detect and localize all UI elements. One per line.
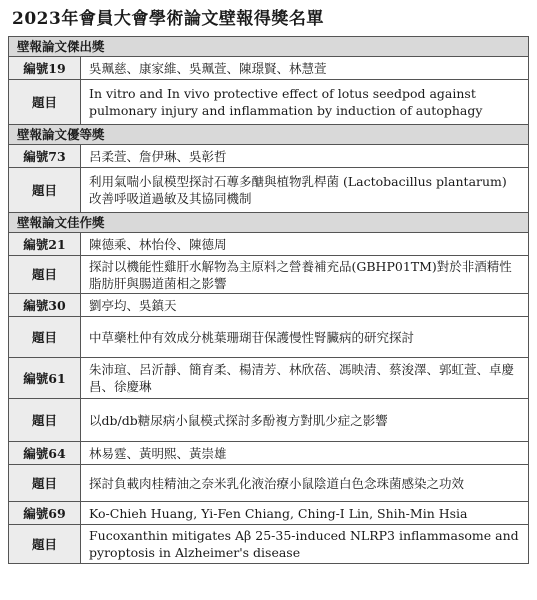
- entry-authors: 劉亭均、吳鎮天: [81, 294, 529, 317]
- section-title: 壁報論文佳作獎: [9, 213, 529, 233]
- entry-title: 中草藥杜仲有效成分桃葉珊瑚苷保護慢性腎臟病的研究探討: [81, 317, 529, 358]
- entry-number: 編號64: [9, 442, 81, 465]
- entry-title-row: [9, 465, 529, 502]
- section-title: 壁報論文傑出獎: [9, 37, 529, 57]
- section-row-excellent: [9, 125, 529, 145]
- topic-label: 題目: [9, 465, 81, 502]
- topic-label: 題目: [9, 256, 81, 294]
- entry-title-row: [9, 317, 529, 358]
- entry-number: 編號21: [9, 233, 81, 256]
- entry-authors: Ko-Chieh Huang, Yi-Fen Chiang, Ching-I Lin, Shih-Min Hsia: [81, 502, 529, 525]
- section-row-outstanding: [9, 37, 529, 57]
- entry-title-row: [9, 168, 529, 213]
- entry-authors: 呂柔萱、詹伊琳、吳彰哲: [81, 145, 529, 168]
- topic-label: 題目: [9, 80, 81, 125]
- entry-number: 編號30: [9, 294, 81, 317]
- entry-author-row: [9, 145, 529, 168]
- entry-number: 編號19: [9, 57, 81, 80]
- entry-number: 編號69: [9, 502, 81, 525]
- award-table: [8, 36, 529, 564]
- entry-title: 探討負載肉桂精油之奈米乳化液治療小鼠陰道白色念珠菌感染之功效: [81, 465, 529, 502]
- entry-author-row: [9, 294, 529, 317]
- topic-label: 題目: [9, 399, 81, 442]
- entry-title-row: [9, 80, 529, 125]
- entry-author-row: [9, 442, 529, 465]
- entry-author-row: [9, 233, 529, 256]
- entry-number: 編號73: [9, 145, 81, 168]
- entry-authors: 林易霆、黃明熙、黃崇雄: [81, 442, 529, 465]
- entry-title: In vitro and In vivo protective effect of lotus seedpod against pulmonary injury and inflammation by induction of autophagy: [81, 80, 529, 125]
- entry-title-row: [9, 399, 529, 442]
- entry-title: 利用氣喘小鼠模型探討石蓴多醣與植物乳桿菌 (Lactobacillus plantarum) 改善呼吸道過敏及其協同機制: [81, 168, 529, 213]
- entry-title-row: [9, 256, 529, 294]
- entry-authors: 朱沛瑄、呂沂靜、簡育柔、楊清芳、林欣蓓、馮映清、蔡浚澤、郭虹萱、卓慶昌、徐慶琳: [81, 358, 529, 399]
- entry-author-row: [9, 358, 529, 399]
- page-title: 2023年會員大會學術論文壁報得獎名單: [12, 9, 324, 29]
- entry-author-row: [9, 57, 529, 80]
- entry-number: 編號61: [9, 358, 81, 399]
- section-row-merit: [9, 213, 529, 233]
- topic-label: 題目: [9, 168, 81, 213]
- entry-authors: 吳珮慈、康家維、吳珮萱、陳璟賢、林慧萱: [81, 57, 529, 80]
- section-title: 壁報論文優等獎: [9, 125, 529, 145]
- entry-author-row: [9, 502, 529, 525]
- entry-title: 以db/db糖尿病小鼠模式探討多酚複方對肌少症之影響: [81, 399, 529, 442]
- topic-label: 題目: [9, 317, 81, 358]
- topic-label: 題目: [9, 525, 81, 564]
- entry-title: Fucoxanthin mitigates Aβ 25-35-induced NLRP3 inflammasome and pyroptosis in Alzheimer's disease: [81, 525, 529, 564]
- entry-title: 探討以機能性雞肝水解物為主原料之營養補充品(GBHP01TM)對於非酒精性脂肪肝與腸道菌相之影響: [81, 256, 529, 294]
- entry-title-row: [9, 525, 529, 564]
- entry-authors: 陳德乘、林怡伶、陳德周: [81, 233, 529, 256]
